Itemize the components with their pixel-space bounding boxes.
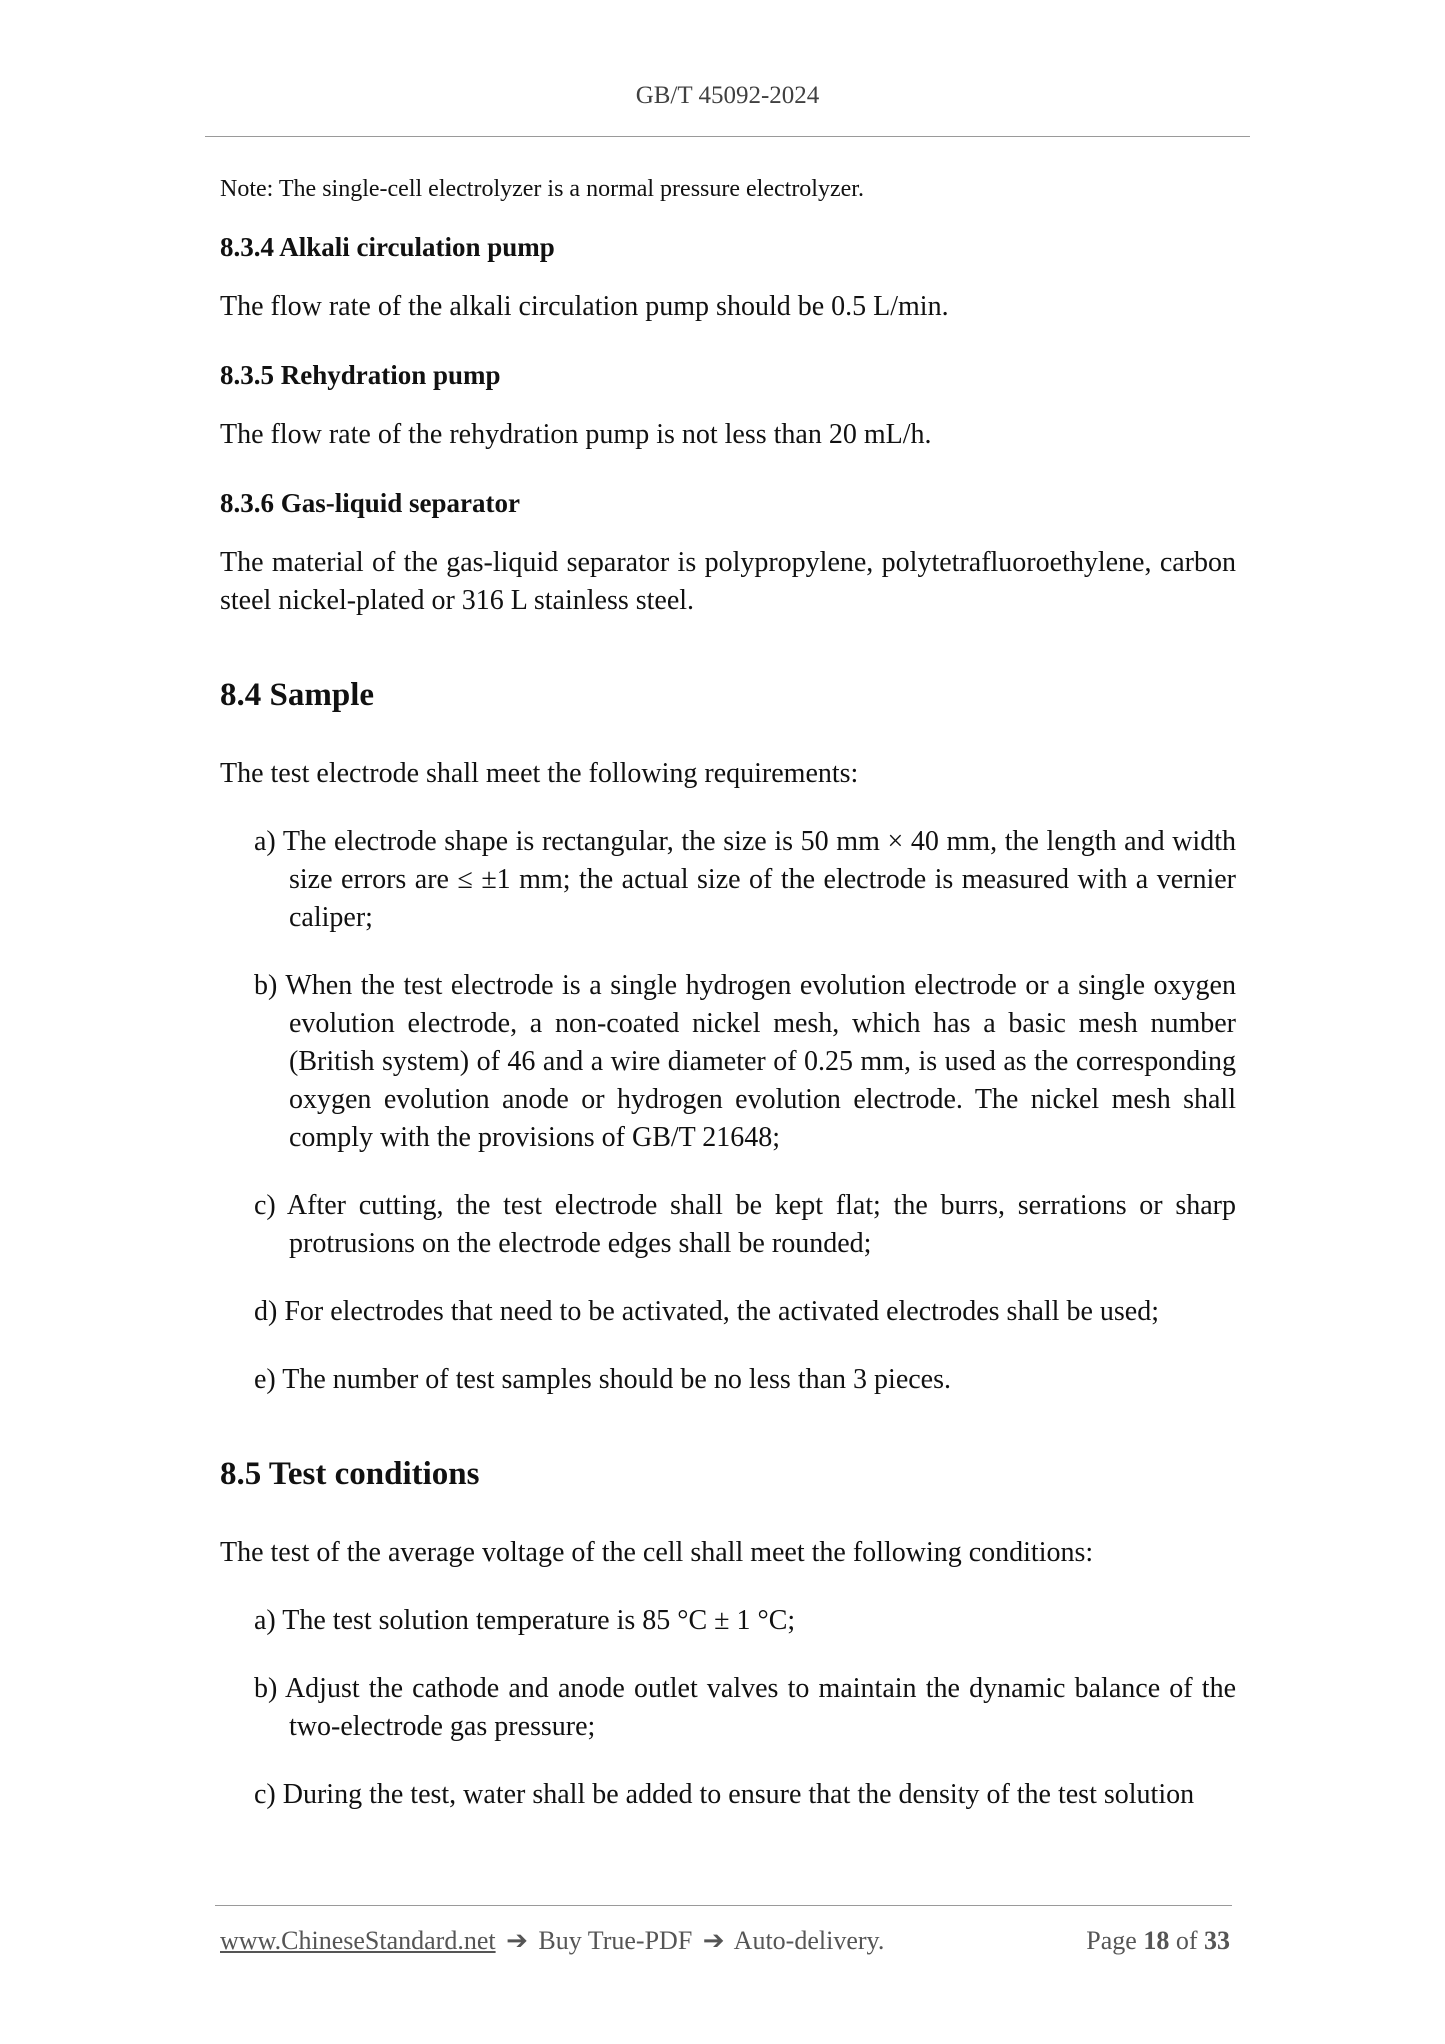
of-label: of	[1175, 1926, 1198, 1955]
footer-promo	[220, 1926, 884, 1956]
page-label: Page	[1086, 1926, 1137, 1955]
arrow-right-icon: ➔	[702, 1926, 725, 1955]
page-total: 33	[1204, 1926, 1230, 1955]
page-header-title: GB/T 45092-2024	[635, 82, 820, 109]
auto-delivery-text: Auto-delivery.	[733, 1926, 885, 1955]
paragraph-8-3-4: The flow rate of the alkali circulation pump should be 0.5 L/min.	[220, 291, 949, 322]
list-item: c) After cutting, the test electrode shall be kept flat; the burrs, serrations or sharp protrusions on the electrode edges shall be rounded;	[254, 1190, 1236, 1259]
note-text: Note: The single-cell electrolyzer is a normal pressure electrolyzer.	[220, 176, 864, 202]
heading-8-3-6: 8.3.6 Gas-liquid separator	[220, 488, 521, 518]
list-item: b) When the test electrode is a single hydrogen evolution electrode or a single oxygen evolution electrode, a non-coated nickel mesh, which has a basic mesh number (British system) of 46 and a wire diameter of 0.25 mm, is used as the corresponding oxygen evolution anode or hydrogen evolution electrode. The nickel mesh shall comply with the provisions of GB/T 21648;	[254, 970, 1236, 1153]
paragraph-8-4-intro: The test electrode shall meet the following requirements:	[220, 758, 859, 789]
list-item: a) The test solution temperature is 85 °C ± 1 °C;	[254, 1605, 796, 1636]
list-item: d) For electrodes that need to be activated, the activated electrodes shall be used;	[254, 1296, 1159, 1327]
page-number	[1086, 1926, 1230, 1956]
paragraph-8-3-5: The flow rate of the rehydration pump is not less than 20 mL/h.	[220, 419, 932, 450]
list-item: b) Adjust the cathode and anode outlet valves to maintain the dynamic balance of the two-electrode gas pressure;	[254, 1673, 1236, 1742]
list-item: a) The electrode shape is rectangular, the size is 50 mm × 40 mm, the length and width size errors are ≤ ±1 mm; the actual size of the electrode is measured with a vernier caliper;	[254, 826, 1236, 933]
footer-divider	[215, 1905, 1232, 1906]
chinesestandard-link[interactable]: www.ChineseStandard.net	[220, 1926, 496, 1955]
heading-8-3-5: 8.3.5 Rehydration pump	[220, 360, 501, 390]
heading-8-5-test-conditions: 8.5 Test conditions	[220, 1456, 480, 1492]
list-item: e) The number of test samples should be no less than 3 pieces.	[254, 1364, 951, 1395]
list-item: c) During the test, water shall be added to ensure that the density of the test solution	[254, 1779, 1195, 1810]
document-body	[220, 170, 1236, 1844]
heading-8-3-4: 8.3.4 Alkali circulation pump	[220, 232, 555, 262]
header-divider	[205, 136, 1250, 137]
page-current: 18	[1143, 1926, 1170, 1955]
paragraph-8-3-6: The material of the gas-liquid separator is polypropylene, polytetrafluoroethylene, carbon steel nickel-plated or 316 L stainless steel.	[220, 547, 1236, 616]
arrow-right-icon: ➔	[506, 1926, 528, 1955]
page-footer	[220, 1926, 1230, 1962]
buy-true-pdf-text: Buy True-PDF	[538, 1926, 693, 1955]
heading-8-4-sample: 8.4 Sample	[220, 677, 375, 713]
paragraph-8-5-intro: The test of the average voltage of the cell shall meet the following conditions:	[220, 1537, 1094, 1568]
